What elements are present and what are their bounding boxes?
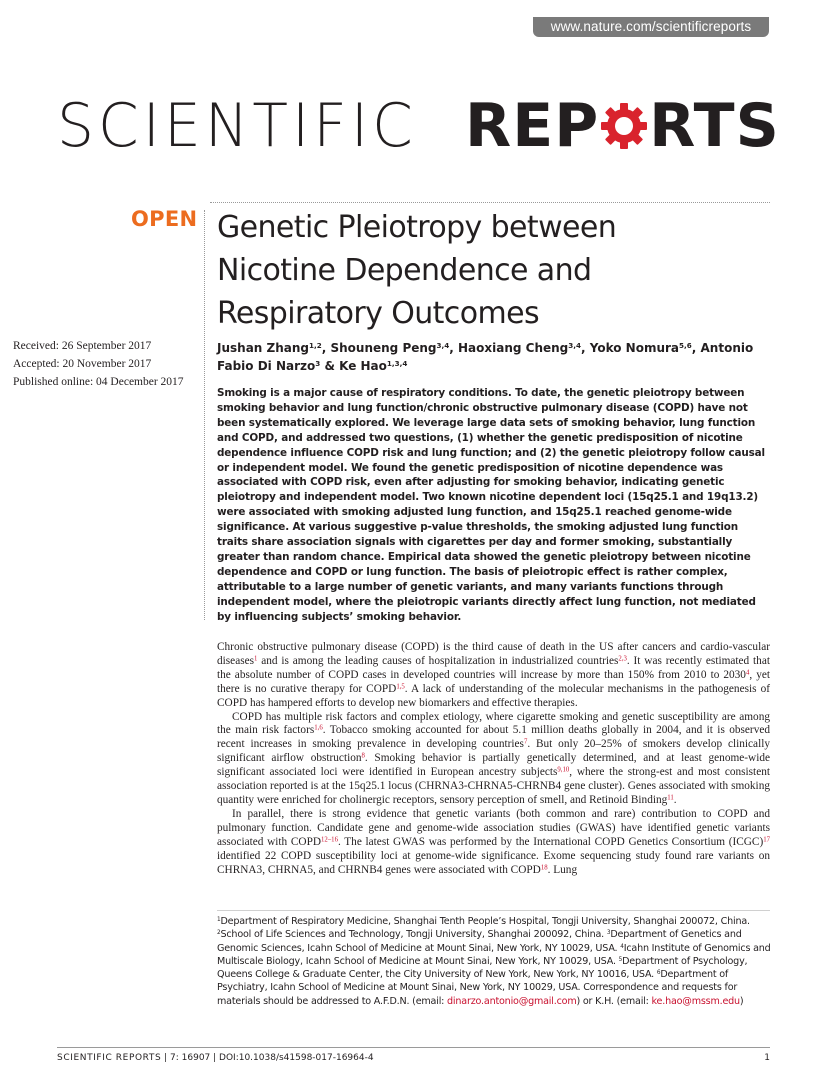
affiliation-text: Department of Psychology, Queens College & Graduate Center, the City University of New York, New York, NY 10016, USA.: [217, 955, 748, 981]
affiliation-number: 1: [217, 916, 221, 923]
journal-url[interactable]: www.nature.com/scientificreports: [533, 17, 769, 37]
body-paragraph: [217, 711, 770, 808]
footer-journal-name: SCIENTIFIC REPORTS: [57, 1053, 162, 1063]
affiliation-number: 5: [618, 956, 623, 963]
gear-o-icon: [600, 92, 648, 140]
correspondence-text: Correspondence and requests for materials should be addressed to A.F.D.N. (email:: [217, 982, 738, 1007]
citation-link[interactable]: 7: [523, 738, 528, 746]
masthead-bold-text: [465, 88, 780, 164]
received-date: Received: 26 September 2017: [13, 340, 152, 352]
author-name[interactable]: Antonio Fabio Di Narzo: [217, 341, 754, 373]
affiliation-text: Department of Psychiatry, Icahn School of Medicine at Mount Sinai, New York, NY 10029, USA.: [217, 969, 729, 994]
affiliation-text: Icahn Institute of Genomics and Multiscale Biology, Icahn School of Medicine at Mount Sinai, New York, NY 10029, USA.: [217, 942, 771, 967]
title-line: Nicotine Dependence and: [217, 253, 592, 288]
body-text-run: , yet there is no curative therapy for COPD: [217, 668, 770, 695]
author-affiliation-marker[interactable]: 3,4: [436, 341, 450, 351]
open-access-label: OPEN: [131, 207, 198, 231]
author-separator: ,: [321, 341, 331, 355]
citation-link[interactable]: 18: [540, 863, 548, 871]
body-paragraph: [217, 808, 770, 878]
author-separator: ,: [691, 341, 701, 355]
page-number: 1: [764, 1053, 770, 1063]
abstract-text: Smoking is a major cause of respiratory conditions. To date, the genetic pleiotropy between smoking behavior and lung function/chronic obstructive pulmonary disease (COPD) have not been systematically explored. We leverage large data sets of smoking behavior, lung function and COPD, and addressed two questions, (1) whether the genetic predisposition of nicotine dependence influence COPD risk and lung function; and (2) the genetic pleiotropy follow causal or independent model. We found the genetic predisposition of nicotine dependence was associated with COPD risk, even after adjusting for smoking behavior, indicating genetic pleiotropy and independent model. Two known nicotine dependent loci (15q25.1 and 19q13.2) were associated with smoking adjusted lung function, and 15q25.1 reached genome-wide significance. At various suggestive p-value thresholds, the smoking adjusted lung function traits share association signals with cigarettes per day and former smoking, substantially greater than random chance. Empirical data showed the genetic pleiotropy between nicotine dependence and COPD or lung function. The basis of pleiotropic effect is rather complex, attributable to a large number of genetic variants, and many variants functions through independent model, where the pleiotropic variants directly affect lung function, not mediated by influencing subjects’ smoking behavior.: [217, 387, 765, 623]
accepted-date: Accepted: 20 November 2017: [13, 358, 152, 370]
citation-link[interactable]: 2,3: [618, 655, 627, 663]
author-name[interactable]: Shouneng Peng: [330, 341, 437, 355]
citation-link[interactable]: 1,5: [396, 683, 405, 690]
title-line: Respiratory Outcomes: [217, 296, 539, 331]
affiliation-number: 6: [656, 970, 661, 977]
correspondence-text: ) or K.H. (email:: [576, 995, 652, 1007]
title-vertical-divider: [204, 210, 205, 620]
affiliation-number: 4: [620, 943, 624, 950]
affiliation-text: Department of Genetics and Genomic Sciences, Icahn School of Medicine at Mount Sinai, New York, NY 10029, USA.: [217, 929, 742, 954]
header-divider: [210, 202, 770, 203]
author-affiliation-marker[interactable]: 5,6: [679, 341, 692, 351]
citation-link[interactable]: 11: [667, 794, 674, 802]
body-text-run: . The latest GWAS was performed by the International COPD Genetics Consortium (ICGC): [337, 835, 764, 848]
body-text-run: . Tobacco smoking accounted for about 5.1 million deaths globally in 2004, and it is observed recent increases in smoking prevalence in developing countries: [217, 724, 771, 751]
page-footer: [57, 1052, 770, 1064]
article-body: [217, 641, 770, 877]
article-title: [217, 206, 777, 335]
author-separator: ,: [581, 341, 590, 355]
author-affiliation-marker[interactable]: 3,4: [568, 341, 582, 351]
author-separator: &: [320, 359, 340, 373]
citation-link[interactable]: 17: [763, 835, 770, 843]
masthead-bold-part2: RTS: [649, 91, 780, 161]
body-text-run: . A lack of understanding of the molecular mechanisms in the pathogenesis of COPD has hampered efforts to develop new biomarkers and effective therapies.: [217, 682, 770, 709]
article-dates: [13, 337, 203, 391]
affiliations-divider: [217, 910, 770, 911]
body-text-run: . It was recently estimated that the absolute number of COPD cases in developed countries will increase by more than 150% from 2010 to 2030: [217, 654, 770, 681]
author-affiliation-marker[interactable]: 3: [315, 359, 321, 369]
email-link-dinarzo[interactable]: dinarzo.antonio@gmail.com: [447, 995, 577, 1007]
body-text-run: identified 22 COPD susceptibility loci at genome-wide significance. Exome sequencing study found rare variants on CHRNA3, CHRNA5, and CHRNB4 genes were associated with COPD: [217, 849, 770, 876]
correspondence-text: ): [739, 995, 744, 1007]
abstract: [217, 386, 772, 625]
body-text-run: Chronic obstructive pulmonary disease (COPD) is the third cause of death in the US after cancers and cardio-vascular diseases: [217, 641, 770, 667]
affiliation-number: 2: [217, 930, 221, 937]
masthead-bold-part1: REP: [465, 91, 600, 161]
author-name[interactable]: Haoxiang Cheng: [458, 341, 569, 355]
body-text-run: In parallel, there is strong evidence that genetic variants (both common and rare) contribution to COPD and pulmonary function. Candidate gene and genome-wide association studies (GWAS) have identified genetic variants associated with COPD: [217, 807, 770, 848]
author-name[interactable]: Jushan Zhang: [217, 341, 309, 355]
affiliations: [217, 915, 772, 1008]
citation-link[interactable]: 8: [361, 752, 365, 760]
citation-link[interactable]: 9,10: [557, 766, 570, 774]
email-link-hao[interactable]: ke.hao@mssm.edu: [651, 995, 740, 1007]
body-text-run: COPD has multiple risk factors and complex etiology, where cigarette smoking and genetic susceptibility are among the main risk factors: [217, 710, 770, 737]
published-date: Published online: 04 December 2017: [13, 376, 184, 388]
affiliation-number: 3: [606, 930, 611, 937]
author-name[interactable]: Ke Hao: [339, 359, 387, 373]
author-list: [217, 339, 775, 375]
body-paragraph: [217, 641, 770, 711]
author-affiliation-marker[interactable]: 1,2: [309, 341, 322, 351]
body-text-run: . Lung: [547, 863, 578, 876]
author-affiliation-marker[interactable]: 1,3,4: [386, 359, 408, 369]
affiliation-text: Department of Respiratory Medicine, Shanghai Tenth People’s Hospital, Tongji University, Shanghai 200072, China.: [220, 916, 750, 927]
author-separator: ,: [449, 341, 458, 355]
citation-link[interactable]: 4: [745, 669, 750, 677]
citation-link[interactable]: 1,6: [314, 724, 323, 732]
body-text-run: . But only 20–25% of smokers develop clinically significant airflow obstruction: [217, 738, 770, 765]
citation-link[interactable]: 1: [254, 655, 258, 663]
body-text-run: .: [673, 793, 677, 806]
footer-divider: [57, 1047, 770, 1048]
title-line: Genetic Pleiotropy between: [217, 210, 617, 245]
body-text-run: , where the strong-est and most consistent association reported is at the 15q25.1 locus (CHRNA3-CHRNA5-CHRNB4 gene cluster). Genes associated with smoking quantity were enriched for cholinergic receptors, sensory perception of smell, and Retinoid Binding: [217, 766, 770, 806]
body-text-run: and is among the leading causes of hospitalization in industrialized countries: [257, 654, 619, 667]
journal-masthead: [57, 88, 780, 164]
affiliation-text: School of Life Sciences and Technology, Tongji University, Shanghai 200092, China.: [220, 929, 607, 941]
footer-citation[interactable]: | 7: 16907 | DOI:10.1038/s41598-017-16964-4: [161, 1053, 374, 1063]
author-name[interactable]: Yoko Nomura: [589, 341, 680, 355]
masthead-light-text: SCIENTIFIC: [57, 91, 417, 161]
body-text-run: . Smoking behavior is partially genetically determined, and at least genome-wide significant associated loci were identified in European ancestry subjects: [217, 752, 770, 779]
citation-link[interactable]: 12–16: [321, 835, 338, 843]
